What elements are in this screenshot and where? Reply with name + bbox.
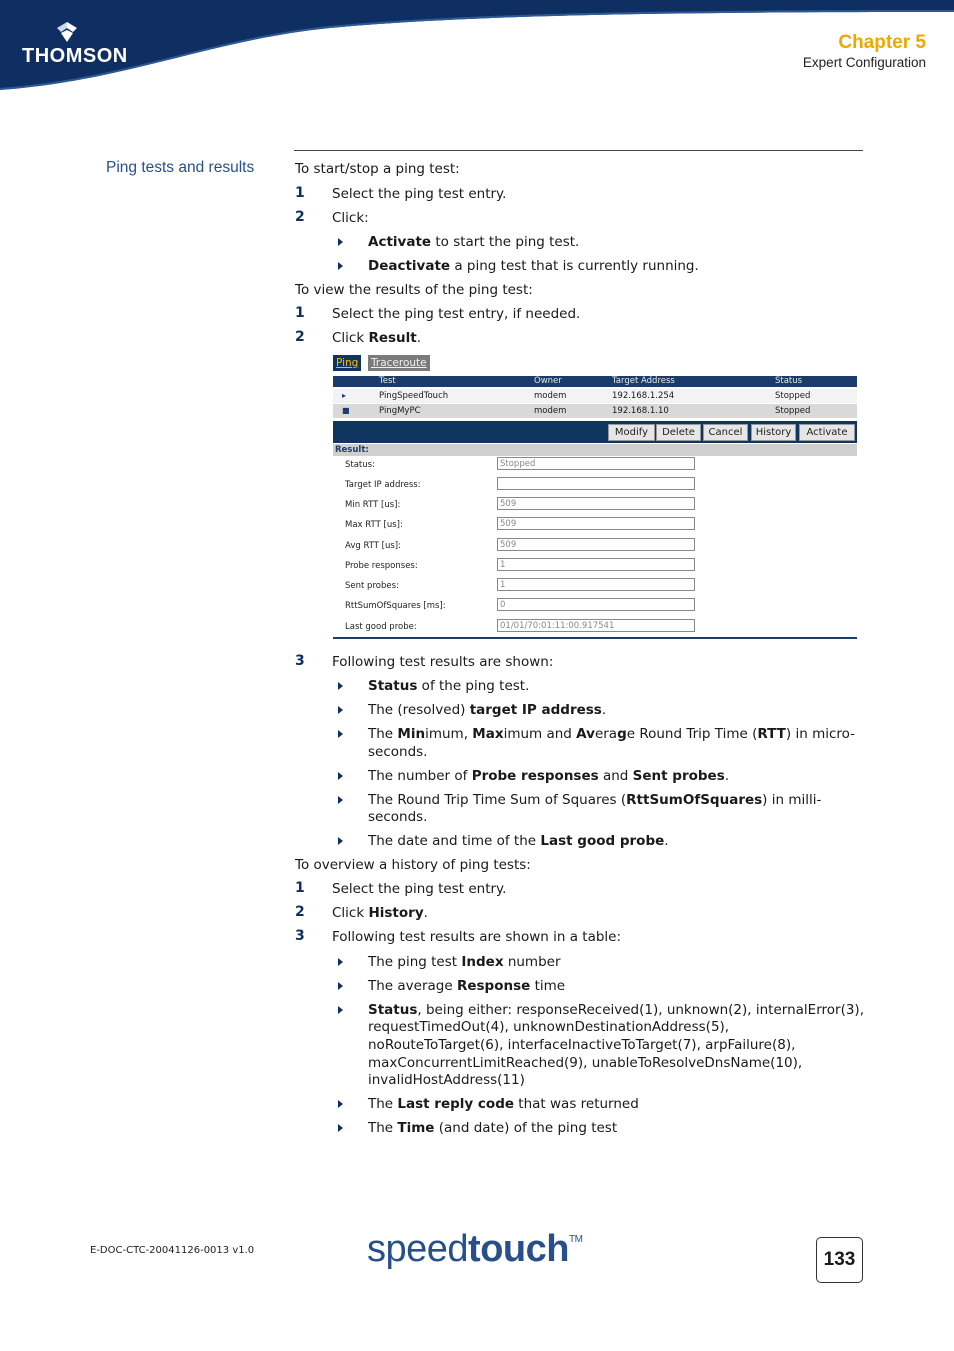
section-rule xyxy=(294,150,863,151)
document-id: E-DOC-CTC-20041126-0013 v1.0 xyxy=(90,1245,255,1256)
cell-status: Stopped xyxy=(775,391,811,401)
cell-status: Stopped xyxy=(775,406,811,416)
column-header: Target Address xyxy=(612,376,675,386)
column-header: Owner xyxy=(534,376,562,386)
bullet-rtt-cont: seconds. xyxy=(368,744,428,760)
cell-target: 192.168.1.10 xyxy=(612,406,669,416)
section-title: Ping tests and results xyxy=(106,159,255,176)
step-text: Following test results are shown in a table: xyxy=(332,929,622,945)
bullet-sum-squares-cont: seconds. xyxy=(368,809,428,825)
bullet-status: Status of the ping test. xyxy=(368,678,530,694)
cell-owner: modem xyxy=(534,406,567,416)
max-rtt-field[interactable]: 509 xyxy=(497,517,695,530)
field-label-min-rtt: Min RTT [us]: xyxy=(345,500,401,510)
history-button[interactable]: History xyxy=(751,424,796,441)
step-number: 3 xyxy=(295,928,305,944)
cell-test: PingMyPC xyxy=(379,406,421,416)
bullet-history-status-cont: invalidHostAddress(11) xyxy=(368,1072,525,1088)
thomson-logo: THOMSON xyxy=(22,45,128,67)
activate-button[interactable]: Activate xyxy=(799,424,855,441)
bullet-sum-squares: The Round Trip Time Sum of Squares (RttSumOfSquares) in milli- xyxy=(368,792,822,808)
bullet-arrow-icon xyxy=(338,730,343,738)
bullet-arrow-icon xyxy=(338,1100,343,1108)
column-header: Test xyxy=(379,376,396,386)
column-header: Status xyxy=(775,376,803,386)
table-row[interactable] xyxy=(333,389,857,403)
bullet-arrow-icon xyxy=(338,1124,343,1132)
probe-responses-field[interactable]: 1 xyxy=(497,558,695,571)
step-number: 1 xyxy=(295,185,305,201)
chapter-subtitle: Expert Configuration xyxy=(802,55,926,70)
step-text: Select the ping test entry, if needed. xyxy=(332,306,581,322)
bullet-time: The Time (and date) of the ping test xyxy=(368,1120,618,1136)
tab-ping[interactable]: Ping xyxy=(333,355,361,371)
rtt-sum-field[interactable]: 0 xyxy=(497,598,695,611)
paragraph-start-stop: To start/stop a ping test: xyxy=(295,161,460,177)
field-label-rtt-sum: RttSumOfSquares [ms]: xyxy=(345,601,446,611)
min-rtt-field[interactable]: 509 xyxy=(497,497,695,510)
row-selected-icon: ■ xyxy=(342,406,350,415)
step-text: Select the ping test entry. xyxy=(332,186,507,202)
bullet-arrow-icon xyxy=(338,772,343,780)
step-text: Click History. xyxy=(332,905,428,921)
thomson-logo-icon xyxy=(56,22,78,42)
avg-rtt-field[interactable]: 509 xyxy=(497,538,695,551)
step-text: Click: xyxy=(332,210,369,226)
step-number: 2 xyxy=(295,904,305,920)
status-field[interactable]: Stopped xyxy=(497,457,695,470)
result-header: Result: xyxy=(333,444,857,456)
bullet-history-status: Status, being either: responseReceived(1), unknown(2), internalError(3), xyxy=(368,1002,864,1018)
bullet-index: The ping test Index number xyxy=(368,954,561,970)
tab-traceroute[interactable]: Traceroute xyxy=(368,355,430,371)
bullet-arrow-icon xyxy=(338,837,343,845)
button-bar xyxy=(333,421,857,443)
bullet-history-status-cont: maxConcurrentLimitReached(9), unableToResolveDnsName(10), xyxy=(368,1055,803,1071)
step-number: 2 xyxy=(295,209,305,225)
speedtouch-logo: speedtouch™ xyxy=(367,1228,583,1270)
step-text: Select the ping test entry. xyxy=(332,881,507,897)
step-number: 2 xyxy=(295,329,305,345)
sent-probes-field[interactable]: 1 xyxy=(497,578,695,591)
field-label-max-rtt: Max RTT [us]: xyxy=(345,520,403,530)
bullet-arrow-icon xyxy=(338,982,343,990)
cell-target: 192.168.1.254 xyxy=(612,391,675,401)
step-number: 3 xyxy=(295,653,305,669)
screenshot-bottom-line xyxy=(333,637,857,639)
bullet-arrow-icon xyxy=(338,682,343,690)
page-number: 133 xyxy=(816,1237,863,1283)
delete-button[interactable]: Delete xyxy=(656,424,701,441)
bullet-arrow-icon xyxy=(338,706,343,714)
field-label-sent-probes: Sent probes: xyxy=(345,581,399,591)
bullet-target: The (resolved) target IP address. xyxy=(368,702,607,718)
bullet-activate: Activate to start the ping test. xyxy=(368,234,580,250)
step-number: 1 xyxy=(295,305,305,321)
paragraph-history: To overview a history of ping tests: xyxy=(295,857,531,873)
field-label-probe-responses: Probe responses: xyxy=(345,561,418,571)
bullet-arrow-icon xyxy=(338,1006,343,1014)
bullet-response: The average Response time xyxy=(368,978,566,994)
bullet-history-status-cont: requestTimedOut(4), unknownDestinationAddress(5), xyxy=(368,1019,730,1035)
bullet-probes: The number of Probe responses and Sent probes. xyxy=(368,768,730,784)
target-ip-field[interactable] xyxy=(497,477,695,490)
bullet-arrow-icon xyxy=(338,958,343,966)
bullet-arrow-icon xyxy=(338,262,343,270)
cell-test: PingSpeedTouch xyxy=(379,391,449,401)
table-header xyxy=(333,376,857,387)
step-text: Click Result. xyxy=(332,330,422,346)
field-label-target: Target IP address: xyxy=(345,480,421,490)
field-label-status: Status: xyxy=(345,460,375,470)
step-text: Following test results are shown: xyxy=(332,654,554,670)
cell-owner: modem xyxy=(534,391,567,401)
row-arrow-icon: ▸ xyxy=(342,391,347,400)
bullet-history-status-cont: noRouteToTarget(6), interfaceInactiveToTarget(7), arpFailure(8), xyxy=(368,1037,796,1053)
field-label-last-good-probe: Last good probe: xyxy=(345,622,417,632)
bullet-reply-code: The Last reply code that was returned xyxy=(368,1096,639,1112)
last-good-probe-field[interactable]: 01/01/70:01:11:00.917541 xyxy=(497,619,695,632)
bullet-rtt: The Minimum, Maximum and Average Round Trip Time (RTT) in micro- xyxy=(368,726,856,742)
cancel-button[interactable]: Cancel xyxy=(703,424,748,441)
bullet-last-good: The date and time of the Last good probe. xyxy=(368,833,669,849)
bullet-deactivate: Deactivate a ping test that is currently running. xyxy=(368,258,699,274)
modify-button[interactable]: Modify xyxy=(608,424,655,441)
bullet-arrow-icon xyxy=(338,796,343,804)
field-label-avg-rtt: Avg RTT [us]: xyxy=(345,541,401,551)
chapter-label: Chapter 5 xyxy=(838,32,926,53)
bullet-arrow-icon xyxy=(338,238,343,246)
header-banner xyxy=(0,0,954,92)
step-number: 1 xyxy=(295,880,305,896)
table-row[interactable] xyxy=(333,404,857,418)
paragraph-view-results: To view the results of the ping test: xyxy=(295,282,533,298)
ping-screenshot xyxy=(333,355,857,640)
